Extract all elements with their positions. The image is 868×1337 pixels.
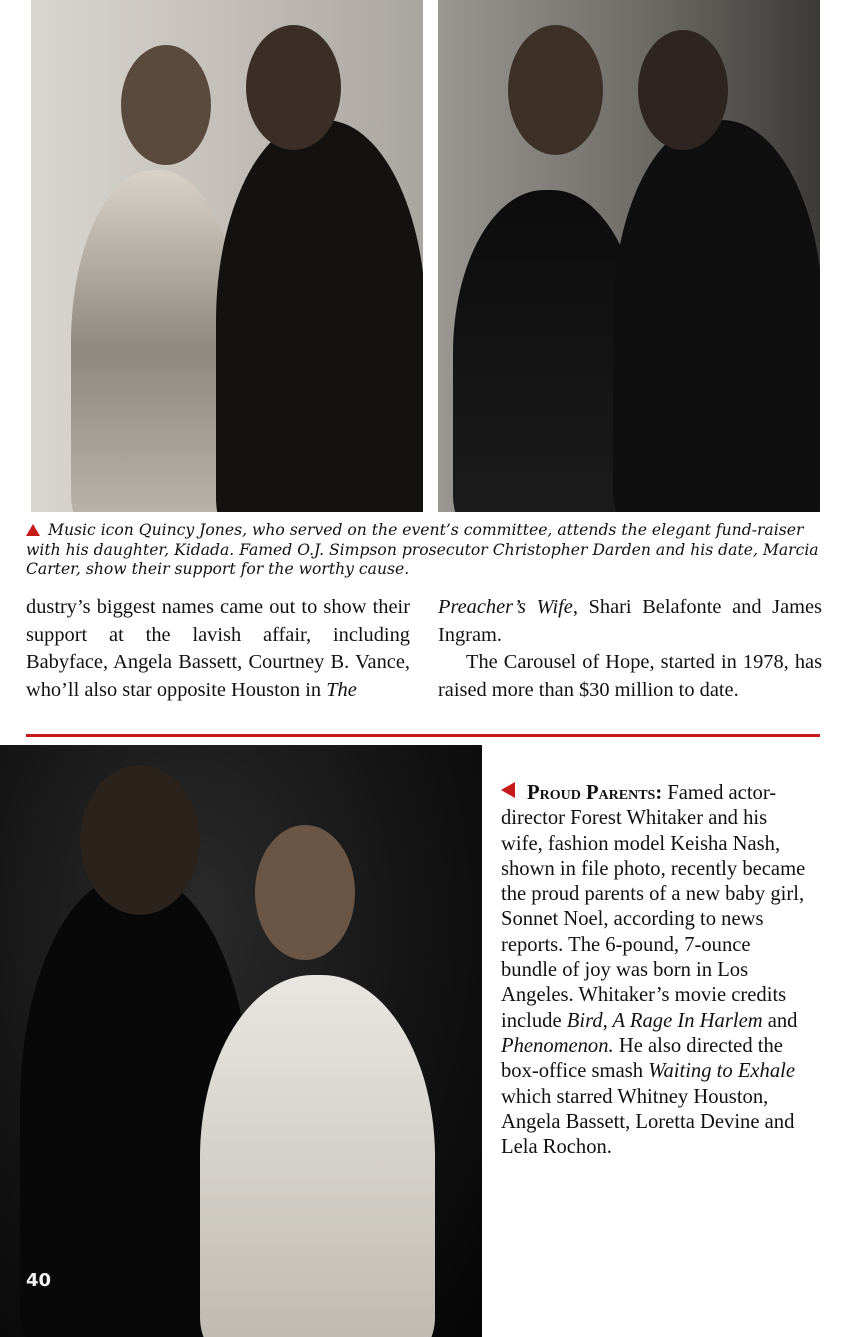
caption-italic: Phenomenon.: [501, 1034, 614, 1057]
triangle-left-icon: [501, 782, 515, 798]
article-text: dustry’s biggest names came out to show their support at the lavish affair, including Babyface, Angela Bassett, Courtney B. Vance, who’ll also star opposite Houston in: [26, 596, 410, 701]
caption-italic: Bird, A Rage In Harlem: [566, 1009, 763, 1032]
side-caption: [501, 781, 811, 1160]
caption-text: He also directed the box-office smash: [501, 1034, 783, 1083]
caption-text: which starred Whitney Houston, Angela Bassett, Loretta Devine and Lela Rochon.: [501, 1085, 795, 1159]
article-paragraph: [438, 594, 822, 649]
photo-caption-text: Music icon Quincy Jones, who served on the event’s committee, attends the elegant fund-raiser with his daughter, Kidada. Famed O.J. Simpson prosecutor Christopher Darden and his date, Marcia Carter, show their support for the worthy cause.: [26, 521, 819, 578]
article-title-italic: Preacher’s Wife: [438, 596, 573, 618]
article-paragraph: [26, 594, 410, 704]
article-title-italic: The: [326, 678, 357, 701]
article-column-left: [26, 594, 410, 704]
caption-italic: Waiting to Exhale: [648, 1060, 795, 1083]
photo-whitaker-nash: [0, 745, 482, 1337]
caption-text: and: [762, 1009, 798, 1032]
photo-darden-carter: [438, 0, 820, 512]
caption-text: Famed actor-director Forest Whitaker and his wife, fashion model Keisha Nash, shown in file photo, recently became the proud parents of a new baby girl, Sonnet Noel, according to news reports. The 6-pound, 7-ounce bundle of joy was born in Los Angeles. Whitaker’s movie credits include: [501, 782, 806, 1032]
photo-caption: [26, 521, 826, 580]
triangle-up-icon: [26, 524, 40, 536]
section-divider: [26, 734, 820, 737]
article-column-right: [438, 594, 822, 704]
article-text: , Shari Belafonte and James Ingram.: [438, 596, 822, 646]
page-number: 40: [26, 1270, 52, 1291]
caption-kicker: Proud Parents:: [527, 782, 663, 804]
photo-quincy-jones-kidada: [31, 0, 423, 512]
article-paragraph: The Carousel of Hope, started in 1978, has raised more than $30 million to date.: [438, 651, 822, 701]
